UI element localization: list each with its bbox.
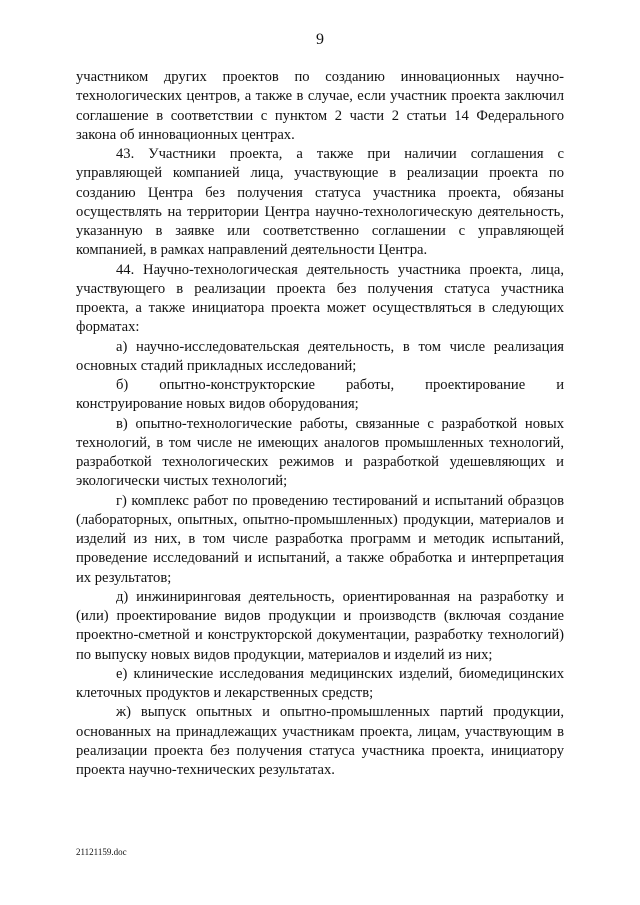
list-item-v: в) опытно-технологические работы, связанные с разработкой новых технологий, в том числе не имеющих аналогов промышленных технологий, разработкой технологических режимов и разработкой удешевляющих и экологически чистых технологий; [76, 415, 564, 490]
page-number: 9 [316, 31, 324, 48]
list-item-zh: ж) выпуск опытных и опытно-промышленных партий продукции, основанных на принадлежащих участникам проекта, лицам, участвующим в реализации проекта без получения статуса участника проекта, инициатору проекта научно-технических результатах. [76, 704, 564, 778]
list-item-a: а) научно-исследовательская деятельность, в том числе реализация основных стадий прикладных исследований; [76, 338, 564, 374]
list-item-e: е) клинические исследования медицинских изделий, биомедицинских клеточных продуктов и лекарственных средств; [76, 665, 564, 701]
document-filename-footer: 21121159.doc [76, 847, 127, 857]
list-item-g: г) комплекс работ по проведению тестирований и испытаний образцов (лабораторных, опытных, опытно-промышленных) продукции, материалов и изделий из них, в том числе разработка программ и методик испытаний, проведение исследований и испытаний, а также обработка и интерпретация их результатов; [76, 492, 564, 586]
list-item-b: б) опытно-конструкторские работы, проектирование и конструирование новых видов оборудования; [76, 377, 564, 413]
paragraph-item-43: 43. Участники проекта, а также при наличии соглашения с управляющей компанией лица, участвующие в реализации проекта по созданию Центра без получения статуса участника проекта, обязаны осуществлять на территории Центра научно-технологическую деятельность, указанную в заявке или соответственно соглашении с управляющей компанией, в рамках направлений деятельности Центра. [76, 146, 564, 259]
paragraph-continuation: участником других проектов по созданию инновационных научно-технологических центров, а также в случае, если участник проекта заключил соглашение в соответствии с пунктом 2 части 2 статьи 14 Федерального закона об инновационных центрах. [76, 69, 564, 143]
list-item-d: д) инжиниринговая деятельность, ориентированная на разработку и (или) проектирование видов продукции и производств (включая создание проектно-сметной и конструкторской документации, разработку технологий) по выпуску новых видов продукции, материалов и изделий из них; [76, 588, 564, 663]
paragraph-item-44: 44. Научно-технологическая деятельность участника проекта, лица, участвующего в реализации проекта без получения статуса участника проекта, а также инициатора проекта может осуществляться в следующих форматах: [76, 261, 564, 336]
document-body [76, 68, 564, 780]
